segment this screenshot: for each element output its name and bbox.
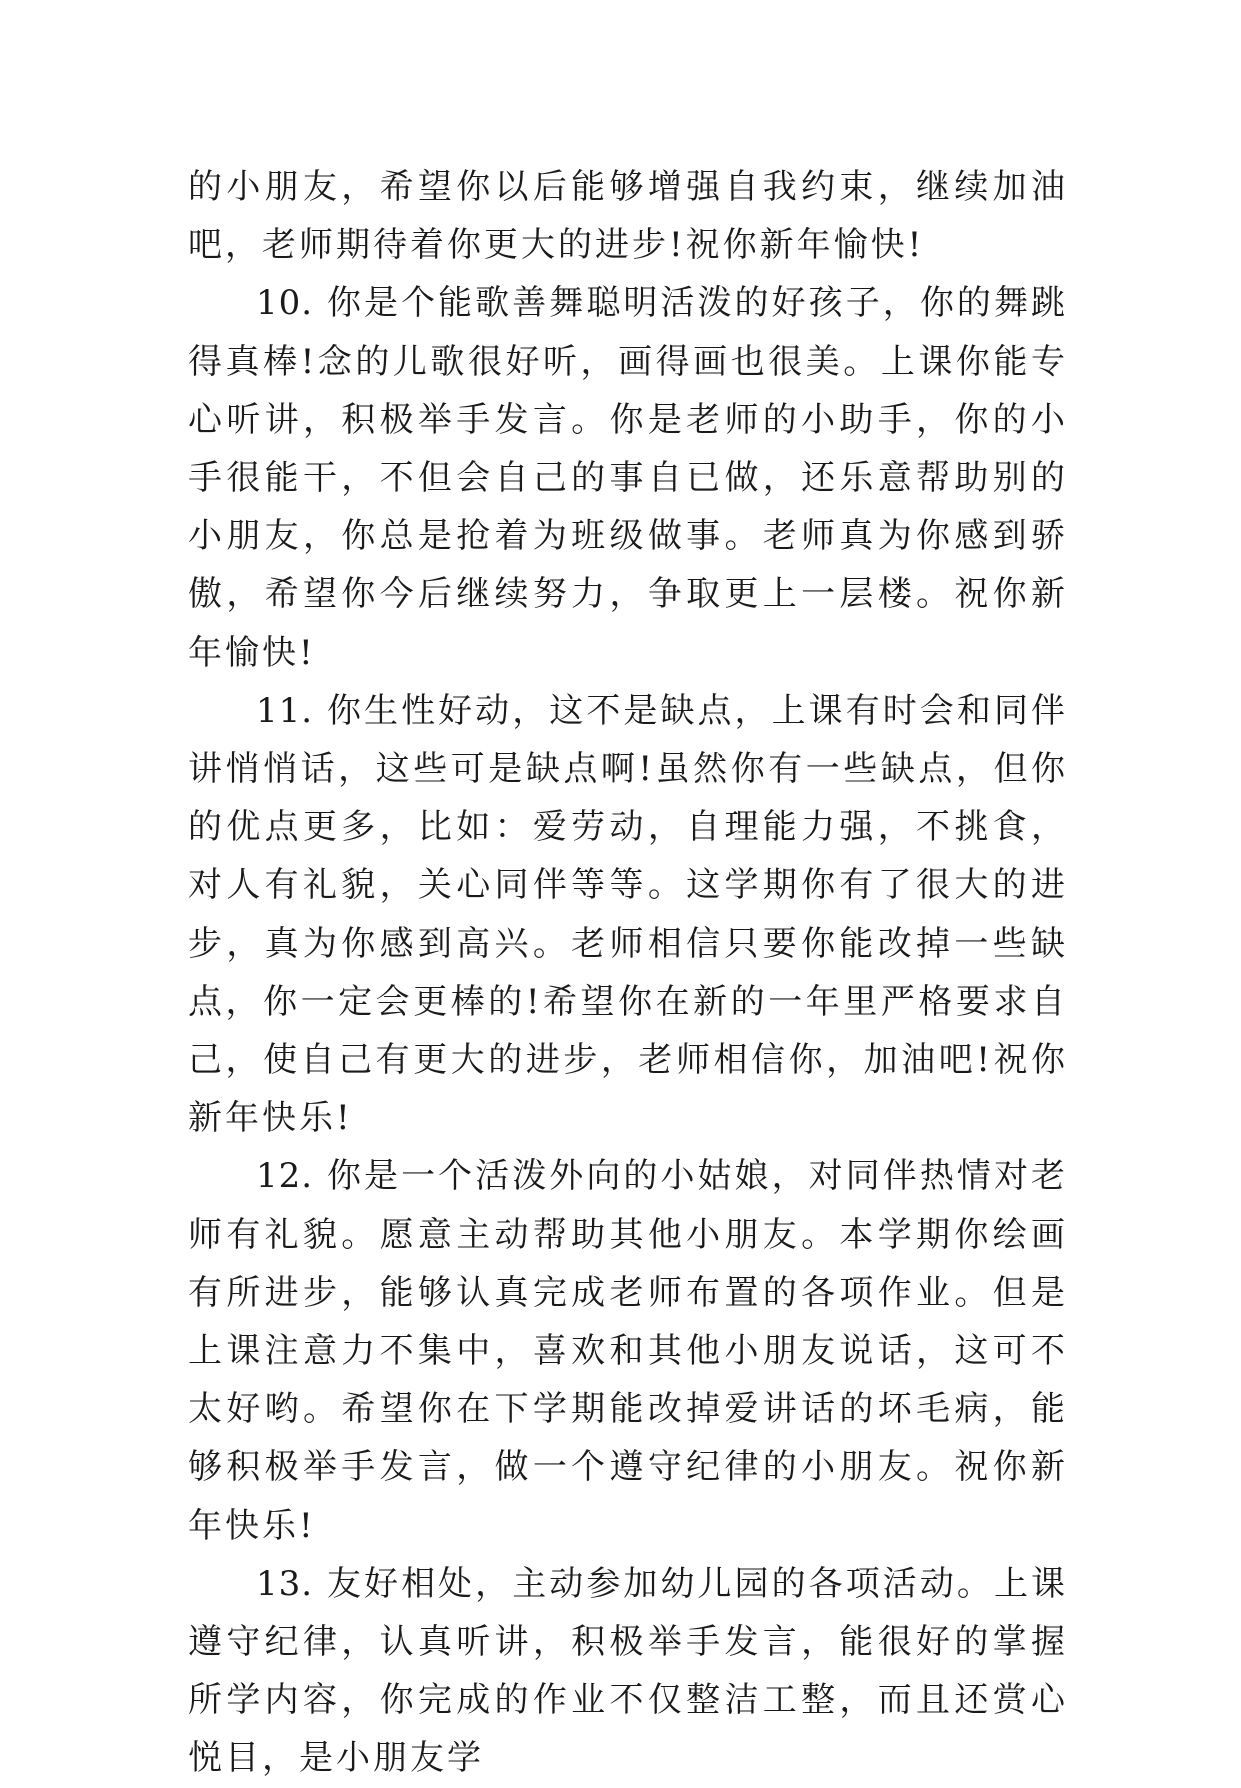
paragraph-text: 友好相处，主动参加幼儿园的各项活动。上课遵守纪律，认真听讲，积极举手发言，能很好的掌握所学内容，你完成的作业不仅整洁工整，而且还赏心悦目，是小朋友学 bbox=[188, 1563, 1069, 1779]
paragraph-13 bbox=[188, 1555, 1068, 1788]
document-body bbox=[188, 158, 1068, 1788]
paragraph-text: 你是一个活泼外向的小姑娘，对同伴热情对老师有礼貌。愿意主动帮助其他小朋友。本学期你绘画有所进步，能够认真完成老师布置的各项作业。但是上课注意力不集中，喜欢和其他小朋友说话，这可不太好哟。希望你在下学期能改掉爱讲话的坏毛病，能够积极举手发言，做一个遵守纪律的小朋友。祝你新年快乐! bbox=[188, 1156, 1069, 1546]
paragraph-text: 你生性好动，这不是缺点，上课有时会和同伴讲悄悄话，这些可是缺点啊!虽然你有一些缺点，但你的优点更多，比如：爱劳动，自理能力强，不挑食，对人有礼貌，关心同伴等等。这学期你有了很大的进步，真为你感到高兴。老师相信只要你能改掉一些缺点，你一定会更棒的!希望你在新的一年里严格要求自己，使自己有更大的进步，老师相信你，加油吧!祝你新年快乐! bbox=[188, 690, 1069, 1139]
paragraph-11 bbox=[188, 682, 1068, 1148]
paragraph-number: 11. bbox=[256, 690, 314, 731]
paragraph-12 bbox=[188, 1147, 1068, 1554]
paragraph-number: 13. bbox=[256, 1563, 314, 1604]
paragraph-text: 的小朋友，希望你以后能够增强自我约束，继续加油吧，老师期待着你更大的进步!祝你新年愉快! bbox=[188, 167, 1068, 266]
paragraph-9-continuation bbox=[188, 158, 1068, 274]
paragraph-10 bbox=[188, 274, 1068, 681]
paragraph-number: 12. bbox=[256, 1156, 314, 1197]
paragraph-number: 10. bbox=[256, 283, 314, 324]
paragraph-text: 你是个能歌善舞聪明活泼的好孩子，你的舞跳得真棒!念的儿歌很好听，画得画也很美。上课你能专心听讲，积极举手发言。你是老师的小助手，你的小手很能干，不但会自己的事自已做，还乐意帮助别的小朋友，你总是抢着为班级做事。老师真为你感到骄傲，希望你今后继续努力，争取更上一层楼。祝你新年愉快! bbox=[188, 283, 1069, 673]
